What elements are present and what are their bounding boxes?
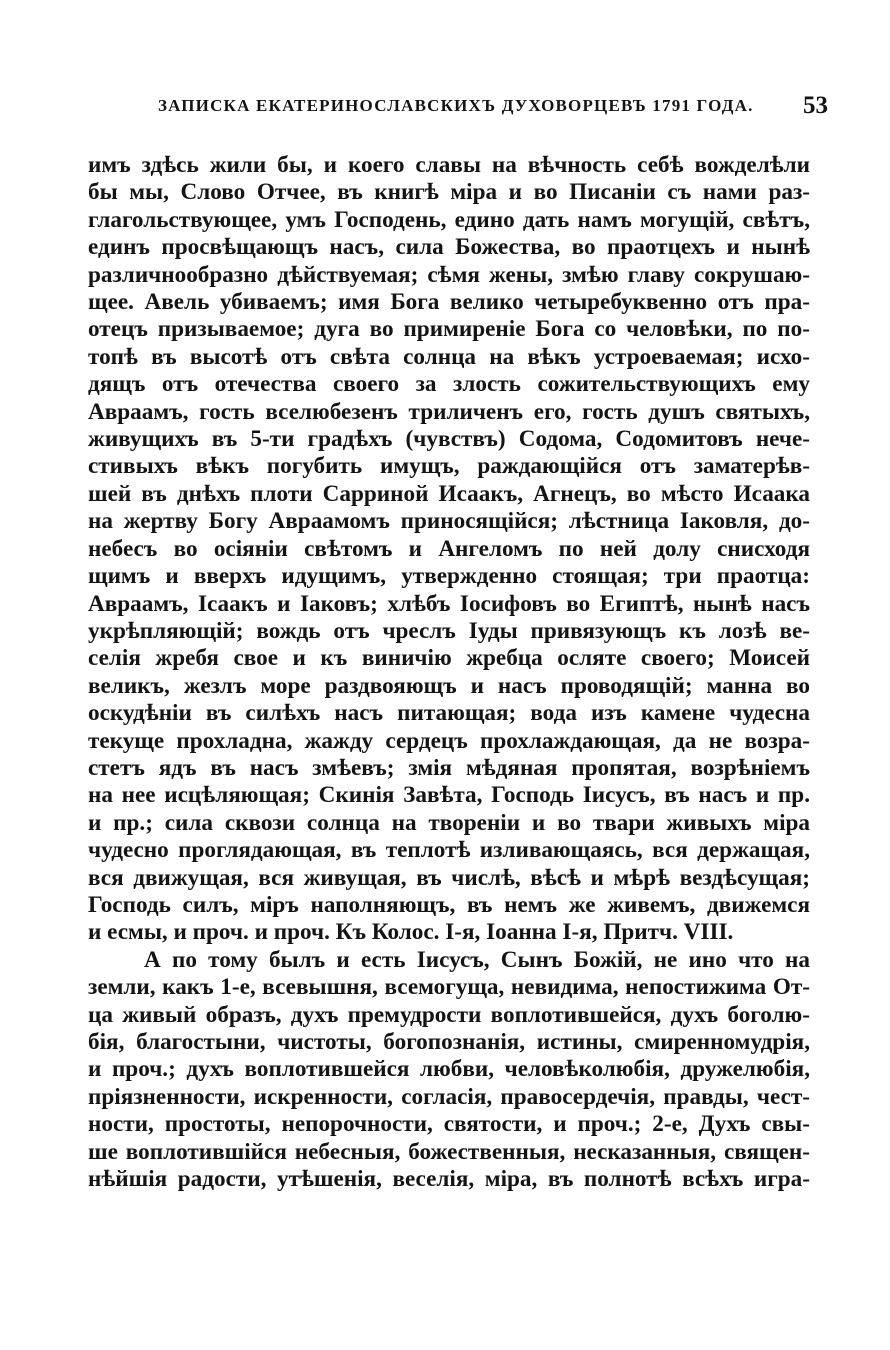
text-line: бія, благостыни, чистоты, богопознанія, истины, смиренномудрія, [88, 1029, 810, 1055]
text-line: щее. Авель убиваемъ; имя Бога велико четыребуквенно отъ пра- [88, 289, 810, 316]
text-line: великъ, жезлъ море раздвояющъ и насъ проводящій; манна во [88, 672, 810, 699]
text-line: земли, какъ 1-е, всевышня, всемогуща, невидима, непостижима От- [88, 974, 810, 1001]
text-line: ца живый образъ, духъ премудрости воплотившейся, духъ боголю- [88, 1001, 810, 1028]
text-line: шей въ днѣхъ плоти Сарриной Исаакъ, Агнецъ, во мѣсто Исаака [88, 480, 810, 507]
text-line: и проч.; духъ воплотившейся любви, человѣколюбія, дружелюбія, [88, 1056, 810, 1083]
text-line: на жертву Богу Авраамомъ приносящійся; лѣстница Іаковля, до- [88, 508, 810, 535]
running-head: ЗАПИСКА ЕКАТЕРИНОСЛАВСКИХЪ ДУХОВОРЦЕВЪ 1791 ГОДА. [158, 96, 754, 115]
text-line: глагольствующее, умъ Господень, едино дать намъ могущій, свѣтъ, [88, 206, 810, 233]
text-line: и пр.; сила сквози солнца на твореніи и во твари живыхъ міра [88, 809, 810, 836]
text-line: Господь силъ, міръ наполняющъ, въ немъ же живемъ, движемся [88, 891, 810, 918]
text-line: на нее исцѣляющая; Скинія Завѣта, Господь Іисусъ, въ насъ и пр. [88, 782, 810, 809]
text-line: нѣйшія радости, утѣшенія, веселія, міра, въ полнотѣ всѣхъ игра- [88, 1166, 810, 1193]
paragraph-end-line: и есмы, и проч. и проч. Къ Колос. I-я, Іоанна I-я, Притч. VIII. [88, 919, 734, 946]
text-line: Авраамъ, Ісаакъ и Іаковъ; хлѣбъ Іосифовъ во Египтѣ, нынѣ насъ [88, 590, 810, 617]
text-line: селія жребя свое и къ виничію жребца осляте своего; Моисей [88, 645, 810, 672]
text-line: оскудѣніи въ силѣхъ насъ питающая; вода изъ камене чудесна [88, 700, 810, 727]
text-line: щимъ и вверхъ идущимъ, утвержденно стоящая; три праотца: [88, 563, 810, 590]
text-line: отецъ призываемое; дуга во примиреніе Бога со человѣки, по по- [88, 316, 810, 343]
text-line: пріязненности, искренности, согласія, правосердечія, правды, чест- [88, 1083, 810, 1110]
text-line: дящъ отъ отечества своего за злость сожительствующихъ ему [88, 371, 810, 398]
text-line: единъ просвѣщающъ насъ, сила Божества, во праотцехъ и нынѣ [88, 234, 810, 261]
text-line: стетъ ядъ въ насъ змѣевъ; змія мѣдяная пропятая, возрѣніемъ [88, 754, 810, 781]
text-line: бы мы, Слово Отчее, въ книгѣ міра и во Писаніи съ нами раз- [88, 179, 810, 206]
text-line: имъ здѣсь жили бы, и коего славы на вѣчность себѣ вожделѣли [88, 152, 810, 178]
paragraph-start-line: А по тому былъ и есть Іисусъ, Сынъ Божій, не ино что на [144, 946, 810, 973]
page-number: 53 [803, 92, 828, 119]
text-line: чудесно проглядающая, въ теплотѣ изливающаясь, вся держащая, [88, 837, 810, 864]
text-line: укрѣпляющій; вождь отъ чреслъ Іуды привязующъ къ лозѣ ве- [88, 617, 810, 644]
text-line: живущихъ въ 5-ти градѣхъ (чувствъ) Содома, Содомитовъ нече- [88, 426, 810, 453]
text-line: различнообразно дѣйствуемая; сѣмя жены, змѣю главу сокрушаю- [88, 261, 810, 288]
text-line: текуще прохладна, жажду сердецъ прохлаждающая, да не возра- [88, 727, 810, 754]
text-line: топѣ въ высотѣ отъ свѣта солнца на вѣкъ устроеваемая; исхо- [88, 343, 810, 370]
text-line: стивыхъ вѣкъ погубить имущъ, раждающійся отъ заматерѣв- [88, 453, 810, 480]
body-text [88, 152, 810, 1193]
text-line: вся движущая, вся живущая, въ числѣ, вѣсѣ и мѣрѣ вездѣсущая; [88, 864, 810, 891]
text-line: Авраамъ, гость вселюбезенъ триличенъ его, гость душъ святыхъ, [88, 398, 810, 425]
text-line: ше воплотившійся небесныя, божественныя, несказанныя, священ- [88, 1138, 810, 1165]
text-line: ности, простоты, непорочности, святости, и проч.; 2-е, Духъ свы- [88, 1111, 810, 1138]
text-line: небесъ во осіяніи свѣтомъ и Ангеломъ по ней долу снисходя [88, 535, 810, 562]
